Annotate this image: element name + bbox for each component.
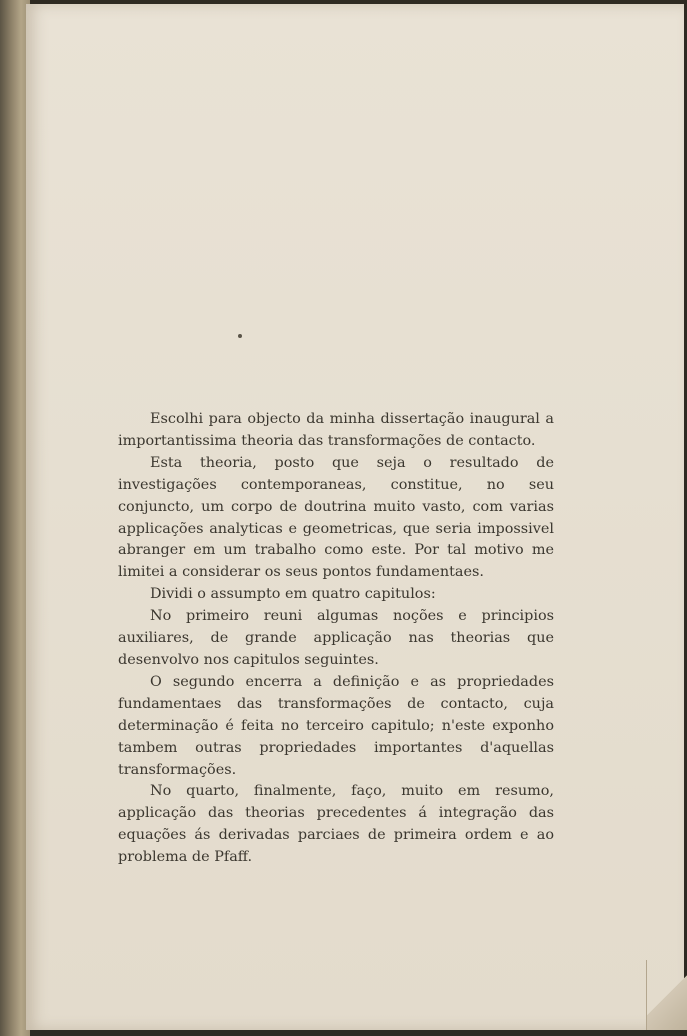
paragraph-chapter-one: No primeiro reuni algumas noções e principios auxiliares, de grande applicação nas theorias que desenvolvo nos capitulos seguintes. — [118, 608, 554, 668]
paragraph-chapter-four: No quarto, finalmente, faço, muito em resumo, applicação das theorias precedentes á integração das equações ás derivadas parciaes de primeira ordem e ao problema de Pfaff. — [118, 783, 554, 866]
paragraph-theory: Esta theoria, posto que seja o resultado de investigações contemporaneas, constitue, no seu conjuncto, um corpo de doutrina muito vasto, com varias applicações analyticas e geometricas, que seria impossivel abranger em um trabalho como este. Por tal motivo me limitei a considerar os seus pontos fundamentaes. — [118, 454, 554, 581]
body-text — [118, 409, 554, 869]
paragraph-division: Dividi o assumpto em quatro capitulos: — [150, 586, 436, 603]
folded-corner — [646, 960, 687, 1030]
paragraph-chapter-two-three: O segundo encerra a definição e as propriedades fundamentaes das transformações de contacto, cuja determinação é feita no terceiro capitulo; n'este exponho tambem outras propriedades importantes d'aquellas transformações. — [118, 673, 554, 778]
paragraph-intro: Escolhi para objecto da minha dissertação inaugural a importantissima theoria das transformações de contacto. — [118, 411, 554, 449]
ink-spot — [238, 334, 242, 338]
paper-page — [26, 4, 684, 1030]
